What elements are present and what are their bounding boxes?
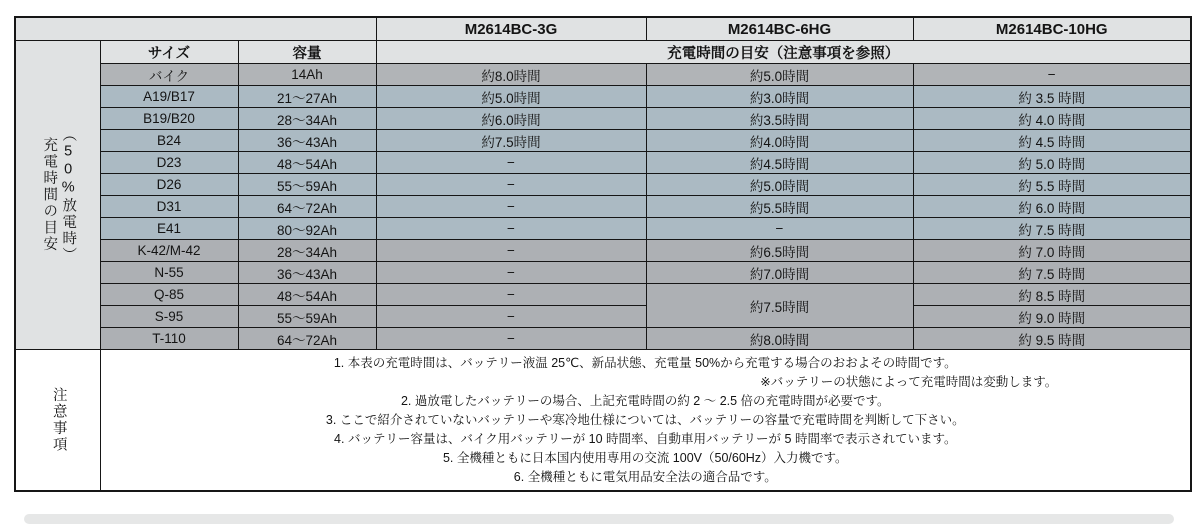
cell-time-10hg: 約 8.5 時間 (913, 284, 1191, 306)
table-row (15, 64, 1191, 86)
cell-time-6hg: 約8.0時間 (646, 328, 913, 350)
cell-size: E41 (100, 218, 238, 240)
table-row (15, 262, 1191, 284)
cell-capacity: 48〜54Ah (238, 152, 376, 174)
table-row (15, 86, 1191, 108)
cell-time-6hg-merged: 約7.5時間 (646, 284, 913, 328)
notes-cell (100, 350, 1191, 492)
cell-size: D23 (100, 152, 238, 174)
cell-size: B19/B20 (100, 108, 238, 130)
cell-size: Q-85 (100, 284, 238, 306)
side-label-line1: 充電時間の目安 (41, 137, 58, 253)
cell-time-3g: − (376, 240, 646, 262)
cell-capacity: 64〜72Ah (238, 196, 376, 218)
cell-time-3g: − (376, 306, 646, 328)
cell-time-10hg: 約 9.0 時間 (913, 306, 1191, 328)
cell-time-6hg: 約3.0時間 (646, 86, 913, 108)
model-header-6hg: M2614BC-6HG (646, 17, 913, 41)
note-item-1: 1. 本表の充電時間は、バッテリー液温 25℃、新品状態、充電量 50%から充電する場合のおおよその時間です。 (333, 355, 957, 370)
cell-capacity: 48〜54Ah (238, 284, 376, 306)
cell-time-10hg: 約 5.0 時間 (913, 152, 1191, 174)
cell-capacity: 64〜72Ah (238, 328, 376, 350)
cell-time-3g: − (376, 196, 646, 218)
header-capacity: 容量 (238, 41, 376, 64)
cell-size: D26 (100, 174, 238, 196)
note-item-2: 2. 過放電したバッテリーの場合、上記充電時間の約 2 〜 2.5 倍の充電時間が必要です。 (400, 393, 890, 408)
cell-time-10hg: 約 5.5 時間 (913, 174, 1191, 196)
notes-label: 注意事項 (50, 387, 67, 453)
cell-time-6hg: 約6.5時間 (646, 240, 913, 262)
cell-time-3g: − (376, 218, 646, 240)
cell-time-6hg: 約5.5時間 (646, 196, 913, 218)
cell-time-6hg: 約5.0時間 (646, 64, 913, 86)
cell-size: A19/B17 (100, 86, 238, 108)
cell-time-10hg: 約 3.5 時間 (913, 86, 1191, 108)
cell-time-3g: 約7.5時間 (376, 130, 646, 152)
cell-time-6hg: 約5.0時間 (646, 174, 913, 196)
corner-cell (15, 17, 376, 41)
cell-time-10hg: 約 7.0 時間 (913, 240, 1191, 262)
cell-capacity: 28〜34Ah (238, 240, 376, 262)
cell-time-10hg: 約 4.5 時間 (913, 130, 1191, 152)
cell-time-3g: 約5.0時間 (376, 86, 646, 108)
cell-size: S-95 (100, 306, 238, 328)
note-item-3: 3. ここで紹介されていないバッテリーや寒冷地仕様については、バッテリーの容量で充電時間を判断して下さい。 (325, 412, 965, 427)
cell-time-3g: − (376, 284, 646, 306)
cell-time-10hg: 約 7.5 時間 (913, 262, 1191, 284)
cell-time-10hg: 約 7.5 時間 (913, 218, 1191, 240)
note-item-6: 6. 全機種ともに電気用品安全法の適合品です。 (513, 469, 777, 484)
cell-capacity: 14Ah (238, 64, 376, 86)
table-row (15, 174, 1191, 196)
note-item-5: 5. 全機種ともに日本国内使用専用の交流 100V（50/60Hz）入力機です。 (442, 450, 848, 465)
cell-capacity: 21〜27Ah (238, 86, 376, 108)
cell-time-10hg: 約 9.5 時間 (913, 328, 1191, 350)
cell-size: D31 (100, 196, 238, 218)
notes-row (15, 350, 1191, 492)
cell-time-10hg: 約 6.0 時間 (913, 196, 1191, 218)
side-label-cell (15, 41, 100, 350)
model-header-row (15, 17, 1191, 41)
cell-capacity: 28〜34Ah (238, 108, 376, 130)
table-row (15, 152, 1191, 174)
cell-time-3g: 約6.0時間 (376, 108, 646, 130)
cell-time-3g: − (376, 262, 646, 284)
notes-label-text (16, 387, 100, 453)
note-item-4: 4. バッテリー容量は、バイク用バッテリーが 10 時間率、自動車用バッテリーが 5 時間率で表示されています。 (334, 431, 957, 446)
side-label-text (16, 41, 100, 349)
table-row (15, 130, 1191, 152)
notes-label-cell (15, 350, 100, 492)
bottom-divider-bar (24, 514, 1174, 524)
model-header-10hg: M2614BC-10HG (913, 17, 1191, 41)
cell-time-3g: − (376, 174, 646, 196)
cell-time-6hg: 約4.0時間 (646, 130, 913, 152)
cell-size: B24 (100, 130, 238, 152)
model-header-3g: M2614BC-3G (376, 17, 646, 41)
table-row (15, 328, 1191, 350)
note-item-1-sub: ※バッテリーの状態によって充電時間は変動します。 (760, 374, 1058, 389)
table-row (15, 196, 1191, 218)
header-guide: 充電時間の目安（注意事項を参照） (376, 41, 1191, 64)
header-size: サイズ (100, 41, 238, 64)
cell-time-6hg: 約4.5時間 (646, 152, 913, 174)
cell-capacity: 36〜43Ah (238, 130, 376, 152)
cell-time-10hg: − (913, 64, 1191, 86)
cell-capacity: 80〜92Ah (238, 218, 376, 240)
table-row (15, 218, 1191, 240)
cell-size: T-110 (100, 328, 238, 350)
cell-time-6hg: 約3.5時間 (646, 108, 913, 130)
cell-time-3g: − (376, 328, 646, 350)
side-label-line2: （50%放電時） (60, 126, 77, 264)
table-row (15, 306, 1191, 328)
cell-time-10hg: 約 4.0 時間 (913, 108, 1191, 130)
cell-capacity: 55〜59Ah (238, 174, 376, 196)
cell-time-6hg: 約7.0時間 (646, 262, 913, 284)
table-row (15, 108, 1191, 130)
column-header-row (15, 41, 1191, 64)
cell-time-3g: 約8.0時間 (376, 64, 646, 86)
cell-time-3g: − (376, 152, 646, 174)
cell-size: バイク (100, 64, 238, 86)
cell-time-6hg: − (646, 218, 913, 240)
table-row (15, 284, 1191, 306)
cell-size: N-55 (100, 262, 238, 284)
charging-time-table (14, 16, 1192, 492)
cell-capacity: 36〜43Ah (238, 262, 376, 284)
cell-capacity: 55〜59Ah (238, 306, 376, 328)
table-row (15, 240, 1191, 262)
cell-size: K-42/M-42 (100, 240, 238, 262)
